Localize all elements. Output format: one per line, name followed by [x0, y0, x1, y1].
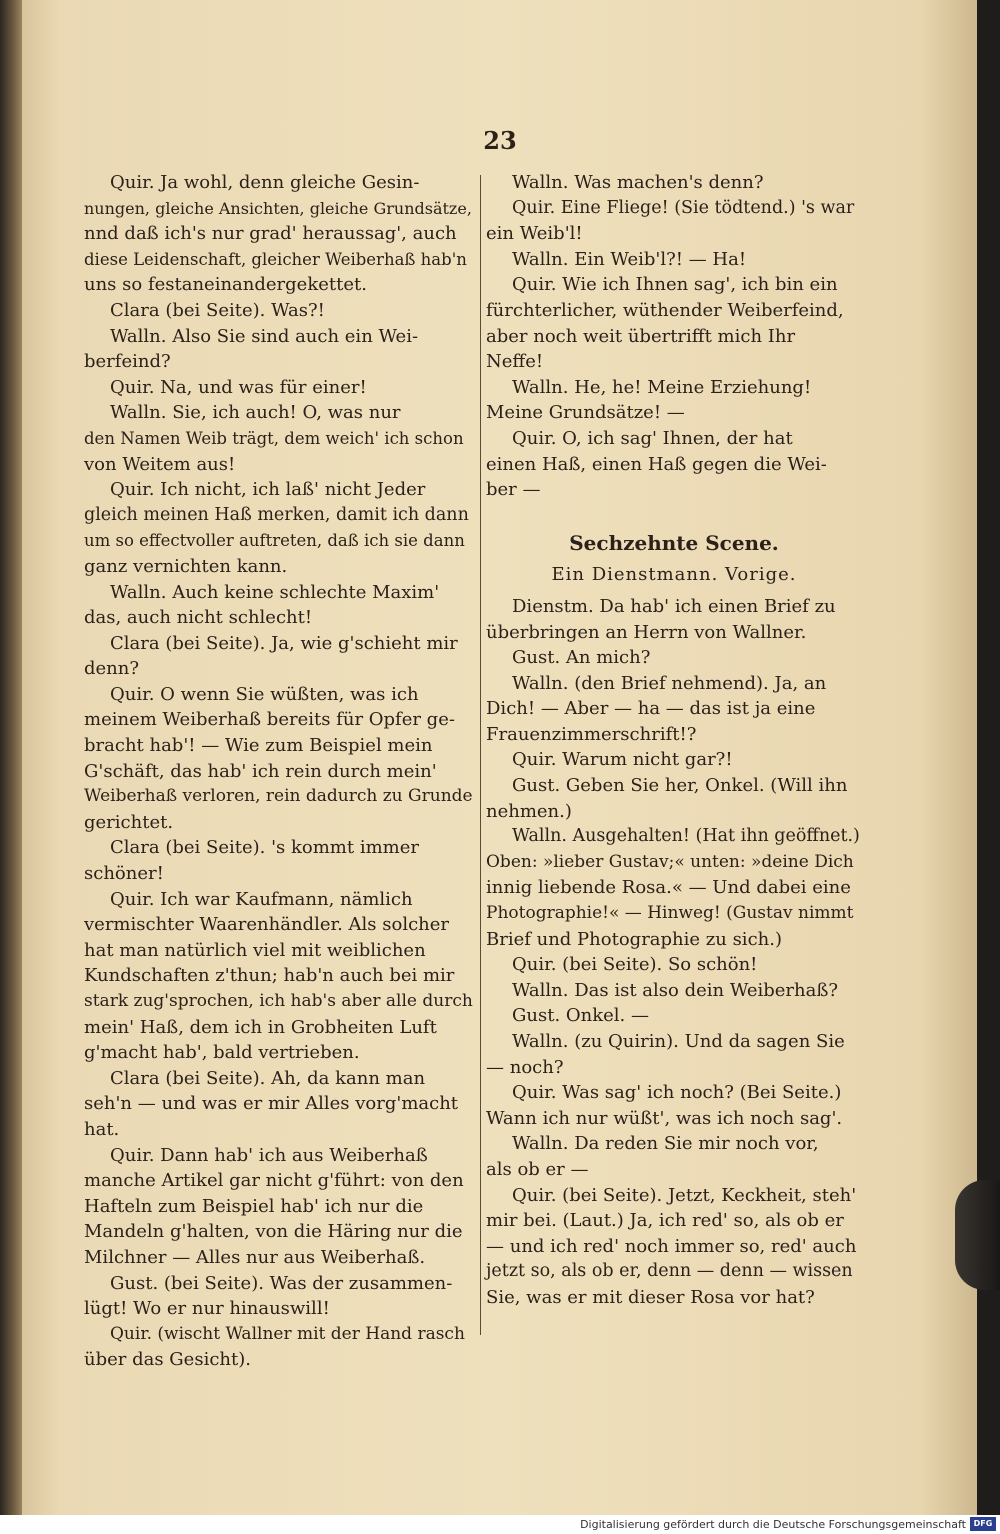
text-line: Quir. Eine Fliege! (Sie tödtend.) 's war — [512, 197, 855, 218]
text-line: seh'n — und was er mir Alles vorg'macht — [84, 1093, 459, 1115]
text-line: Walln. Ein Weib'l?! — Ha! — [512, 248, 747, 270]
scanner-thumb-shadow — [955, 1180, 1000, 1290]
text-line: innig liebende Rosa.« — Und dabei eine — [486, 877, 851, 899]
column-divider — [480, 175, 481, 1335]
text-line: Kundschaften z'thun; hab'n auch bei mir — [84, 965, 455, 987]
text-line: Hafteln zum Beispiel hab' ich nur die — [84, 1195, 424, 1217]
text-line: Walln. Was machen's denn? — [512, 172, 764, 193]
text-line: Quir. Ich nicht, ich laß' nicht Jeder — [110, 479, 426, 501]
text-line: Walln. Auch keine schlechte Maxim' — [110, 581, 440, 603]
text-line: Gust. Onkel. — — [512, 1005, 649, 1027]
text-line: Walln. (den Brief nehmend). Ja, an — [512, 672, 827, 694]
text-line: uns so festaneinandergekettet. — [84, 274, 367, 296]
text-line: einen Haß, einen Haß gegen die Wei- — [486, 453, 827, 475]
text-line: manche Artikel gar nicht g'führt: von den — [84, 1170, 464, 1192]
footer-credit: Digitalisierung gefördert durch die Deutsche Forschungsgemeinschaft — [580, 1518, 966, 1531]
text-line: G'schäft, das hab' ich rein durch mein' — [84, 760, 437, 782]
text-line: bracht hab'! — Wie zum Beispiel mein — [84, 735, 433, 757]
scene-heading: Sechzehnte Scene. — [569, 530, 779, 555]
text-line: vermischter Waarenhändler. Als solcher — [84, 914, 450, 936]
text-line: Quir. Dann hab' ich aus Weiberhaß — [110, 1144, 428, 1166]
text-line: Quir. (bei Seite). So schön! — [512, 954, 758, 976]
text-line: fürchterlicher, wüthender Weiberfeind, — [486, 299, 844, 321]
text-line: von Weitem aus! — [84, 453, 236, 475]
text-line: Clara (bei Seite). Was?! — [110, 299, 325, 321]
text-line: ber — — [486, 479, 541, 501]
text-line: als ob er — — [486, 1158, 589, 1180]
text-line: Walln. Ausgehalten! (Hat ihn geöffnet.) — [512, 826, 860, 847]
text-line: um so effectvoller auftreten, daß ich sie dann — [84, 531, 465, 551]
text-line: schöner! — [84, 863, 164, 885]
text-line: Quir. Ja wohl, denn gleiche Gesin- — [110, 172, 420, 193]
text-line: lügt! Wo er nur hinauswill! — [84, 1298, 330, 1320]
text-line: mir bei. (Laut.) Ja, ich red' so, als ob er — [486, 1210, 844, 1232]
text-line: aber noch weit übertrifft mich Ihr — [486, 325, 796, 347]
text-line: mein' Haß, dem ich in Grobheiten Luft — [84, 1016, 437, 1038]
text-line: diese Leidenschaft, gleicher Weiberhaß hab'n — [84, 249, 467, 269]
text-line: den Namen Weib trägt, dem weich' ich schon — [84, 428, 464, 448]
text-line: berfeind? — [84, 351, 171, 373]
text-line: Quir. O, ich sag' Ihnen, der hat — [512, 427, 793, 449]
text-line: Quir. Wie ich Ihnen sag', ich bin ein — [512, 274, 838, 296]
text-line: Walln. Da reden Sie mir noch vor, — [512, 1133, 819, 1155]
text-line: gerichtet. — [84, 811, 174, 833]
text-line: Meine Grundsätze! — — [486, 402, 685, 424]
page-number: 23 — [483, 126, 517, 155]
text-line: Quir. O wenn Sie wüßten, was ich — [110, 683, 419, 705]
text-line: Photographie!« — Hinweg! (Gustav nimmt — [486, 903, 854, 924]
dfg-logo-icon: DFG — [970, 1517, 996, 1531]
text-line: nehmen.) — [486, 800, 572, 822]
text-line: Frauenzimmerschrift!? — [486, 723, 697, 745]
text-line: Dich! — Aber — ha — das ist ja eine — [486, 698, 816, 720]
text-line: denn? — [84, 658, 140, 680]
text-line: Walln. Sie, ich auch! O, was nur — [110, 402, 401, 424]
text-line: das, auch nicht schlecht! — [84, 607, 313, 629]
text-line: Quir. (bei Seite). Jetzt, Keckheit, steh' — [512, 1184, 857, 1206]
text-line: Walln. He, he! Meine Erziehung! — [512, 376, 812, 398]
text-line: Wann ich nur wüßt', was ich noch sag'. — [486, 1107, 843, 1129]
scene-cast: Ein Dienstmann. Vorige. — [551, 564, 797, 586]
text-line: ein Weib'l! — [486, 223, 583, 245]
book-spine-edge — [0, 0, 22, 1515]
text-line: Milchner — Alles nur aus Weiberhaß. — [84, 1246, 426, 1268]
text-line: stark zug'sprochen, ich hab's aber alle durch — [84, 991, 473, 1011]
text-line: gleich meinen Haß merken, damit ich dann — [84, 504, 469, 525]
text-line: Gust. An mich? — [512, 647, 651, 669]
text-line: Mandeln g'halten, von die Häring nur die — [84, 1221, 463, 1243]
text-line: Quir. Warum nicht gar?! — [512, 749, 733, 771]
text-line: Walln. Das ist also dein Weiberhaß? — [512, 979, 839, 1001]
text-line: Quir. Ich war Kaufmann, nämlich — [110, 888, 413, 910]
text-line: überbringen an Herrn von Wallner. — [486, 621, 807, 643]
text-line: hat man natürlich viel mit weiblichen — [84, 939, 426, 961]
text-line: Quir. Na, und was für einer! — [110, 376, 367, 398]
text-line: Quir. (wischt Wallner mit der Hand rasch — [110, 1323, 465, 1344]
text-line: nungen, gleiche Ansichten, gleiche Grundsätze, — [84, 198, 472, 218]
text-line: — und ich red' noch immer so, red' auch — [486, 1235, 857, 1257]
text-line: Walln. Also Sie sind auch ein Wei- — [110, 325, 419, 347]
text-line: Clara (bei Seite). Ah, da kann man — [110, 1067, 426, 1089]
text-line: Clara (bei Seite). Ja, wie g'schieht mir — [110, 632, 458, 654]
text-line: Gust. Geben Sie her, Onkel. (Will ihn — [512, 775, 848, 797]
text-line: über das Gesicht). — [84, 1349, 251, 1371]
text-line: Clara (bei Seite). 's kommt immer — [110, 837, 419, 859]
text-line: Dienstm. Da hab' ich einen Brief zu — [512, 595, 836, 617]
text-line: hat. — [84, 1118, 120, 1140]
right-column — [486, 170, 862, 1311]
text-line: Brief und Photographie zu sich.) — [486, 928, 782, 950]
text-line: Oben: »lieber Gustav;« unten: »deine Dich — [486, 851, 854, 872]
left-column — [84, 170, 474, 1373]
text-line: jetzt so, als ob er, denn — denn — wissen — [486, 1261, 853, 1282]
text-line: ganz vernichten kann. — [84, 555, 288, 577]
text-line: g'macht hab', bald vertrieben. — [84, 1042, 360, 1064]
text-line: Walln. (zu Quirin). Und da sagen Sie — [512, 1031, 845, 1052]
text-line: Neffe! — [486, 351, 544, 373]
text-line: — noch? — [486, 1056, 564, 1078]
text-line: Sie, was er mit dieser Rosa vor hat? — [486, 1286, 815, 1308]
text-line: nnd daß ich's nur grad' heraussag', auch — [84, 223, 457, 245]
text-line: Gust. (bei Seite). Was der zusammen- — [110, 1272, 453, 1294]
text-line: Quir. Was sag' ich noch? (Bei Seite.) — [512, 1082, 842, 1104]
text-line: meinem Weiberhaß bereits für Opfer ge- — [84, 709, 455, 731]
text-line: Weiberhaß verloren, rein dadurch zu Grunde — [84, 786, 473, 807]
